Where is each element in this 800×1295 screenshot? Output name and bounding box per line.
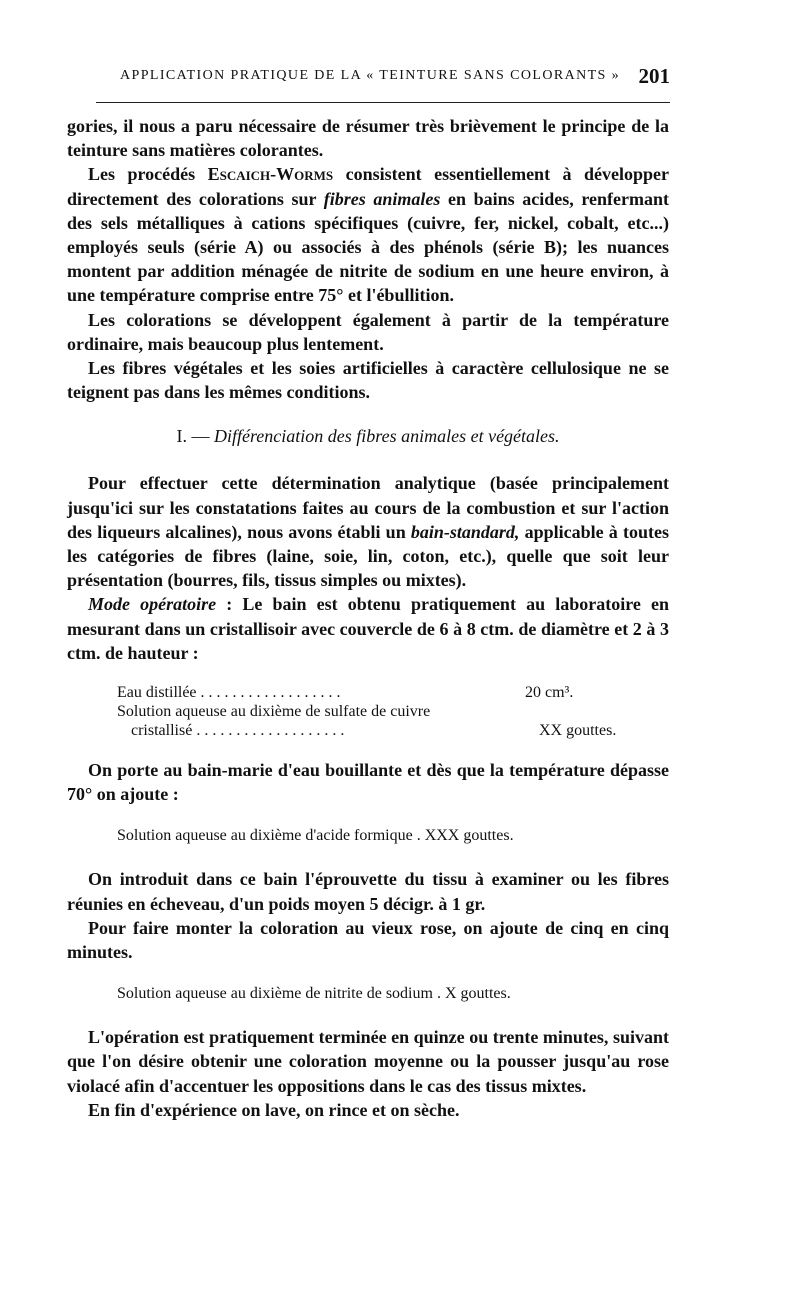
- recipe-item-label: Solution aqueuse au dixième de sulfate de cuivre: [117, 703, 431, 721]
- formula-acide-formique: Solution aqueuse au dixième d'acide formique . XXX gouttes.: [117, 827, 514, 845]
- author-names: Escaich-Worms: [207, 164, 334, 185]
- paragraph-determination: Pour effectuer cette détermination analytique (basée principalement jusqu'ici sur les constatations faites au cours de la combustion et sur l'action des liqueurs alcalines), nous avons établi un bain-standard, applicable à toutes les catégories de fibres (laine, soie, lin, coton, etc.), quelle que soit leur présentation (bourres, fils, tissus simples ou mixtes).: [67, 473, 669, 591]
- emphasis-mode-operatoire: Mode opératoire: [88, 594, 217, 615]
- paragraph-fibres-vegetales: Les fibres végétales et les soies artificielles à caractère cellulosique ne se teignent pas dans les mêmes conditions.: [67, 358, 669, 403]
- paragraph-operation: L'opération est pratiquement terminée en quinze ou trente minutes, suivant que l'on désire obtenir une coloration moyenne ou la pousser jusqu'au rose violacé afin d'accentuer les oppositions dans le cas des tissus mixtes.: [67, 1027, 669, 1096]
- paragraph-eprouvette: On introduit dans ce bain l'éprouvette du tissu à examiner ou les fibres réunies en écheveau, d'un poids moyen 5 décigr. à 1 gr.: [67, 869, 669, 914]
- running-head: APPLICATION PRATIQUE DE LA « TEINTURE SANS COLORANTS »: [120, 68, 621, 83]
- section-number: I. —: [176, 426, 214, 447]
- recipe-item: Eau distillée . . . . . . . . . . . . . . . . . . 20 cm³.: [117, 684, 574, 702]
- paragraph-mode-operatoire: Mode opératoire : Le bain est obtenu pratiquement au laboratoire en mesurant dans un cristallisoir avec couvercle de 6 à 8 ctm. de diamètre et 2 à 3 ctm. de hauteur :: [67, 594, 670, 663]
- header-rule: [96, 102, 670, 103]
- paragraph-vieux-rose: Pour faire monter la coloration au vieux rose, on ajoute de cinq en cinq minutes.: [67, 917, 669, 963]
- paragraph-fin-experience: En fin d'expérience on lave, on rince et on sèche.: [88, 1099, 460, 1120]
- paragraph-continuation: gories, il nous a paru nécessaire de résumer très brièvement le principe de la teinture sans matières colorantes.: [67, 116, 669, 161]
- page-header: [120, 64, 670, 94]
- paragraph-colorations: Les colorations se développent également à partir de la température ordinaire, mais beaucoup plus lentement.: [67, 309, 669, 354]
- emphasis-fibres-animales: fibres animales: [323, 188, 441, 209]
- recipe-list: [117, 683, 669, 740]
- formula-nitrite-sodium: Solution aqueuse au dixième de nitrite de sodium . X gouttes.: [117, 985, 511, 1003]
- paragraph-bain-marie: On porte au bain-marie d'eau bouillante et dès que la température dépasse 70° on ajoute :: [67, 760, 669, 805]
- emphasis-bain-standard: bain-standard,: [410, 521, 520, 542]
- recipe-item: cristallisé . . . . . . . . . . . . . . . . . . . XX gouttes.: [131, 722, 617, 740]
- section-title: Différenciation des fibres animales et végétales.: [213, 426, 560, 447]
- body-text: [67, 114, 669, 1122]
- section-heading: [67, 426, 669, 447]
- paragraph-procedes: Les procédés Escaich-Worms consistent essentiellement à développer directement des colorations sur fibres animales en bains acides, renfermant des sels métalliques à cations spécifiques (cuivre, fer, nickel, cobalt, etc...) employés seuls (série A) ou associés à des phénols (série B); les nuances montent par addition ménagée de nitrite de sodium en une heure environ, à une température comprise entre 75° et l'ébullition.: [67, 164, 669, 306]
- page-number: 201: [638, 64, 670, 88]
